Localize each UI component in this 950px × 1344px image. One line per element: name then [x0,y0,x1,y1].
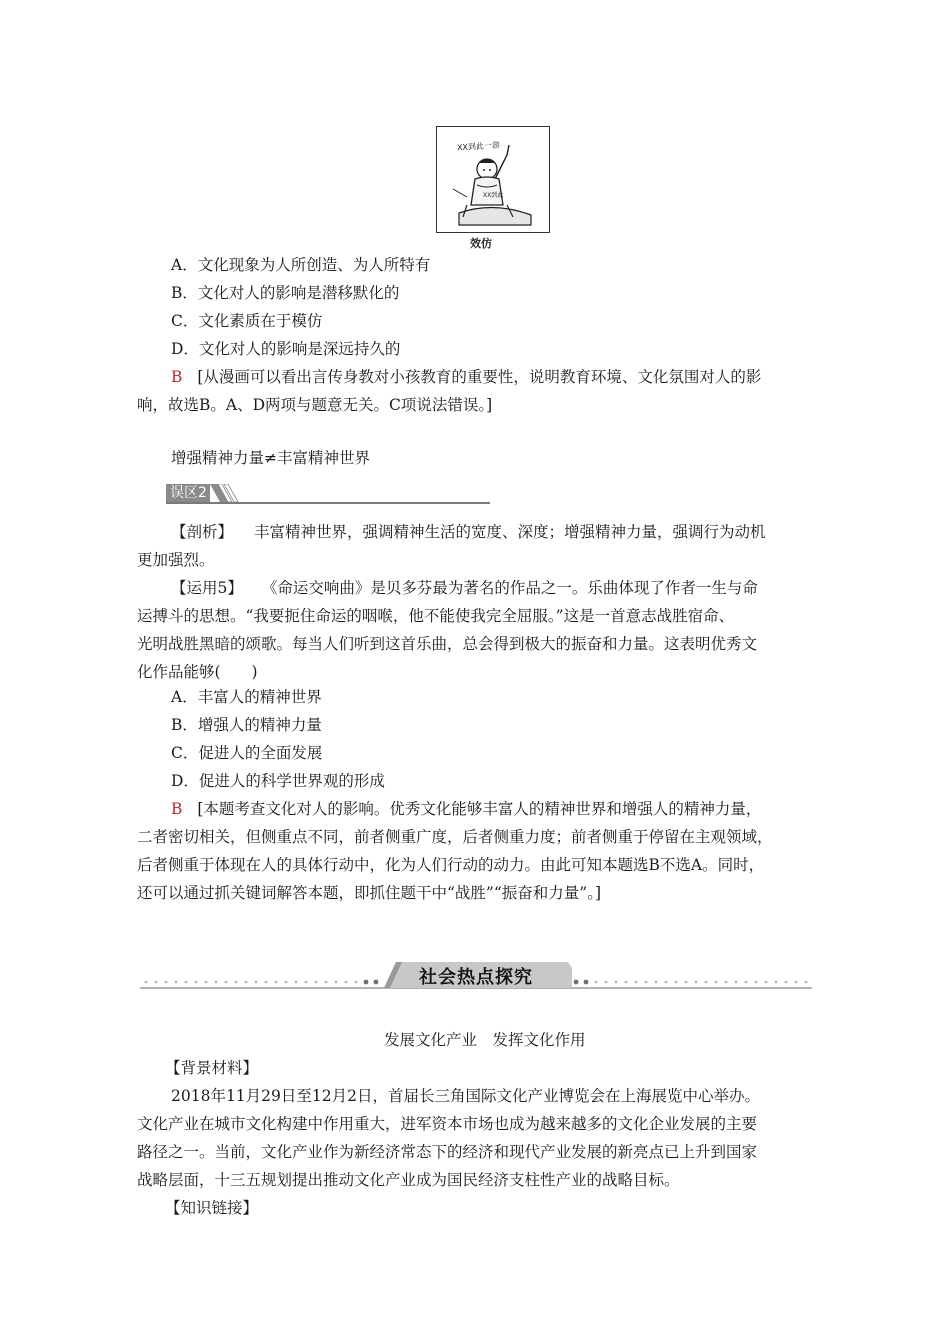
tag-label: 误区2 [170,485,207,501]
cartoon-sign-text: XX到此一游 [456,140,501,153]
analysis-line-2: 更加强烈。 [137,551,215,569]
apply-line-3: 光明战胜黑暗的颂歌。每当人们听到这首乐曲，总会得到极大的振奋和力量。这表明优秀文 [137,635,758,653]
q2-answer-letter: B [171,800,183,818]
background-line-3: 路径之一。当前，文化产业作为新经济常态下的经济和现代产业发展的新亮点已上升到国家 [137,1143,758,1161]
q1-option-b: B．文化对人的影响是潜移默化的 [171,284,400,302]
analysis-label: 【剖析】 [171,523,234,541]
q2-explanation-text: [本题考查文化对人的影响。优秀文化能够丰富人的精神世界和增强人的精神力量， [197,800,762,818]
q1-option-c: C．文化素质在于模仿 [171,312,323,330]
q1-explanation-text: [从漫画可以看出言传身教对小孩教育的重要性，说明教育环境、文化氛围对人的影 [197,368,762,386]
cartoon-image [436,126,550,233]
hot-topic-title: 发展文化产业 发挥文化作用 [384,1031,586,1049]
background-line-4: 战略层面，十三五规划提出推动文化产业成为国民经济支柱性产业的战略目标。 [137,1171,680,1189]
q2-explanation-line-4: 还可以通过抓关键词解答本题，即抓住题干中“战胜”“振奋和力量”。] [137,884,601,902]
q1-option-d: D．文化对人的影响是深远持久的 [171,340,401,358]
cartoon-caption: 效仿 [470,237,492,250]
analysis-line-1 [171,521,765,543]
apply-line-2: 运搏斗的思想。“我要扼住命运的咽喉，他不能使我完全屈服。”这是一首意志战胜宿命、 [137,607,735,625]
error-zone-tag [166,484,490,506]
tag-underline [166,502,490,504]
analysis-text: 丰富精神世界，强调精神生活的宽度、深度；增强精神力量，强调行为动机 [253,523,766,541]
background-label: 【背景材料】 [165,1059,259,1077]
apply-label: 【运用5】 [171,579,243,597]
q2-explanation-line-1 [171,798,761,820]
q1-answer-letter: B [171,368,183,386]
knowledge-link-label: 【知识链接】 [165,1199,259,1217]
q1-explanation-line-2: 响，故选B。A、D两项与题意无关。C项说法错误。] [137,396,493,414]
q1-option-a: A．文化现象为人所创造、为人所特有 [171,256,431,274]
apply-line-1 [171,577,758,599]
background-line-2: 文化产业在城市文化构建中作用重大，进军资本市场也成为越来越多的文化企业发展的主要 [137,1115,758,1133]
q2-option-b: B．增强人的精神力量 [171,716,322,734]
banner-title: 社会热点探究 [419,967,533,988]
cartoon-drawing [437,127,549,232]
apply-line-4: 化作品能够( ) [137,663,258,681]
background-line-1: 2018年11月29日至12月2日，首届长三角国际文化产业博览会在上海展览中心举办。 [171,1087,760,1105]
section-banner [140,960,812,990]
apply-text: 《命运交响曲》是贝多芬最为著名的作品之一。乐曲体现了作者一生与命 [261,579,758,597]
svg-text:XX到此: XX到此 [483,192,504,199]
section-heading: 增强精神力量≠丰富精神世界 [171,449,370,467]
q1-explanation-line-1 [171,366,761,388]
q2-option-a: A．丰富人的精神世界 [171,688,322,706]
q2-option-d: D．促进人的科学世界观的形成 [171,772,385,790]
q2-explanation-line-2: 二者密切相关，但侧重点不同，前者侧重广度，后者侧重力度；前者侧重于停留在主观领域， [137,828,773,846]
q2-explanation-line-3: 后者侧重于体现在人的具体行动中，化为人们行动的动力。由此可知本题选B不选A。同时， [137,856,765,874]
q2-option-c: C．促进人的全面发展 [171,744,323,762]
